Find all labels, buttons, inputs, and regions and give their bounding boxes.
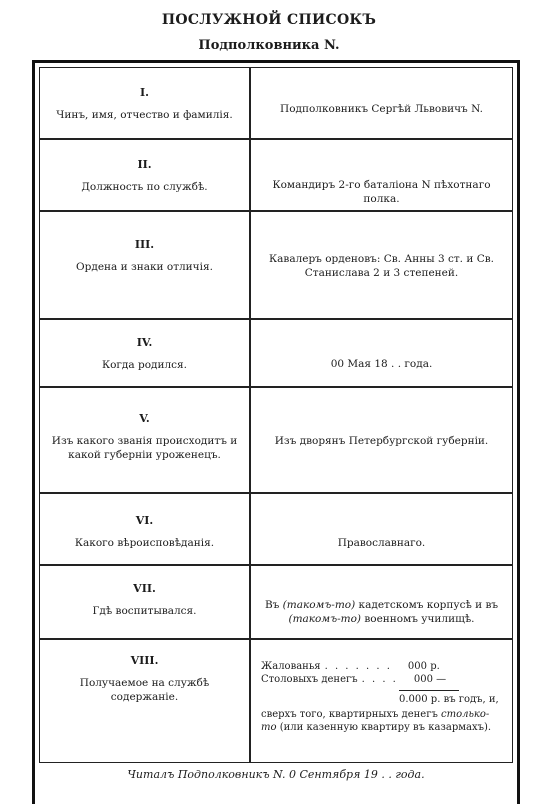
salary-block bbox=[261, 660, 504, 734]
table-money-dots: . . . . bbox=[361, 674, 398, 685]
row-number: V. bbox=[139, 412, 150, 425]
table-money-label: Столовыхъ денегъ bbox=[261, 674, 358, 685]
question-text: Должность по службѣ. bbox=[81, 181, 208, 193]
answer-text bbox=[259, 598, 504, 626]
note-pre: сверхъ того, квартирныхъ денегъ bbox=[261, 709, 441, 720]
answer-em1: (такомъ-то) bbox=[282, 599, 356, 611]
question-cell bbox=[40, 566, 251, 638]
table-row bbox=[40, 140, 512, 212]
question-text: Какого вѣроисповѣданія. bbox=[74, 537, 215, 549]
table-frame bbox=[32, 60, 520, 804]
answer-cell bbox=[251, 68, 512, 138]
service-record-table bbox=[39, 67, 513, 763]
answer-pre: Въ bbox=[264, 599, 283, 611]
row-number: VI. bbox=[135, 514, 154, 527]
answer-text: Подполковникъ Сергѣй Львовичъ N. bbox=[280, 103, 483, 115]
answer-em2: (такомъ-то) bbox=[288, 613, 361, 625]
footer-signature: Читалъ Подполковникъ N. 0 Сентября 19 . . года. bbox=[127, 768, 425, 781]
question-cell bbox=[40, 68, 251, 138]
salary-dots: . . . . . . . bbox=[324, 661, 392, 672]
answer-cell bbox=[251, 640, 512, 762]
table-money-value: 000 — bbox=[413, 674, 447, 685]
question-cell bbox=[40, 640, 251, 762]
note-post: (или казенную квартиру въ казармахъ). bbox=[276, 722, 492, 733]
question-text: Получаемое на службѣ содержаніе. bbox=[79, 677, 210, 703]
answer-cell bbox=[251, 494, 512, 564]
answer-mid: кадетскомъ корпусѣ и въ bbox=[355, 599, 499, 611]
salary-label: Жалованья bbox=[261, 661, 321, 672]
answer-cell bbox=[251, 320, 512, 386]
page-title: ПОСЛУЖНОЙ СПИСОКЪ bbox=[161, 12, 377, 28]
table-row bbox=[40, 566, 512, 640]
answer-cell bbox=[251, 140, 512, 210]
row-number: VII. bbox=[133, 582, 156, 595]
table-row bbox=[40, 494, 512, 566]
row-number: I. bbox=[140, 86, 149, 99]
row-number: II. bbox=[137, 158, 152, 171]
answer-text: Кавалеръ орденовъ: Св. Анны 3 ст. и Св. Станислава 2 и 3 степеней. bbox=[269, 253, 494, 279]
question-cell bbox=[40, 494, 251, 564]
answer-text: 00 Мая 18 . . года. bbox=[330, 358, 433, 370]
table-money-line bbox=[261, 673, 504, 686]
answer-text: Командиръ 2-го баталіона N пѣхотнаго полка. bbox=[272, 179, 491, 205]
question-text: Когда родился. bbox=[101, 359, 188, 371]
row-number: III. bbox=[134, 238, 155, 251]
salary-value: 000 р. bbox=[407, 661, 440, 672]
question-text: Изъ какого званія происходитъ и какой губерніи уроженецъ. bbox=[51, 435, 238, 461]
question-text: Ордена и знаки отличія. bbox=[76, 261, 213, 273]
salary-note bbox=[261, 708, 504, 734]
question-cell bbox=[40, 140, 251, 210]
table-row bbox=[40, 212, 512, 320]
question-cell bbox=[40, 212, 251, 318]
answer-post: военномъ училищѣ. bbox=[361, 613, 475, 625]
question-text: Чинъ, имя, отчество и фамилія. bbox=[56, 109, 233, 121]
table-row bbox=[40, 640, 512, 762]
answer-text: Православнаго. bbox=[337, 537, 426, 549]
question-text: Гдѣ воспитывался. bbox=[92, 605, 197, 617]
answer-cell bbox=[251, 566, 512, 638]
row-number: IV. bbox=[136, 336, 153, 349]
answer-text: Изъ дворянъ Петербургской губерніи. bbox=[274, 435, 489, 447]
answer-cell bbox=[251, 212, 512, 318]
note-em: столько-то bbox=[261, 709, 490, 733]
table-row bbox=[40, 388, 512, 494]
question-cell bbox=[40, 320, 251, 386]
question-cell bbox=[40, 388, 251, 492]
page-subtitle: Подполковника N. bbox=[198, 38, 340, 53]
answer-cell bbox=[251, 388, 512, 492]
salary-line bbox=[261, 660, 504, 673]
table-row bbox=[40, 320, 512, 388]
salary-total: 0.000 р. въ годъ, и, bbox=[399, 694, 499, 705]
sum-rule bbox=[399, 690, 459, 691]
row-number: VIII. bbox=[130, 654, 159, 667]
table-row bbox=[40, 68, 512, 140]
